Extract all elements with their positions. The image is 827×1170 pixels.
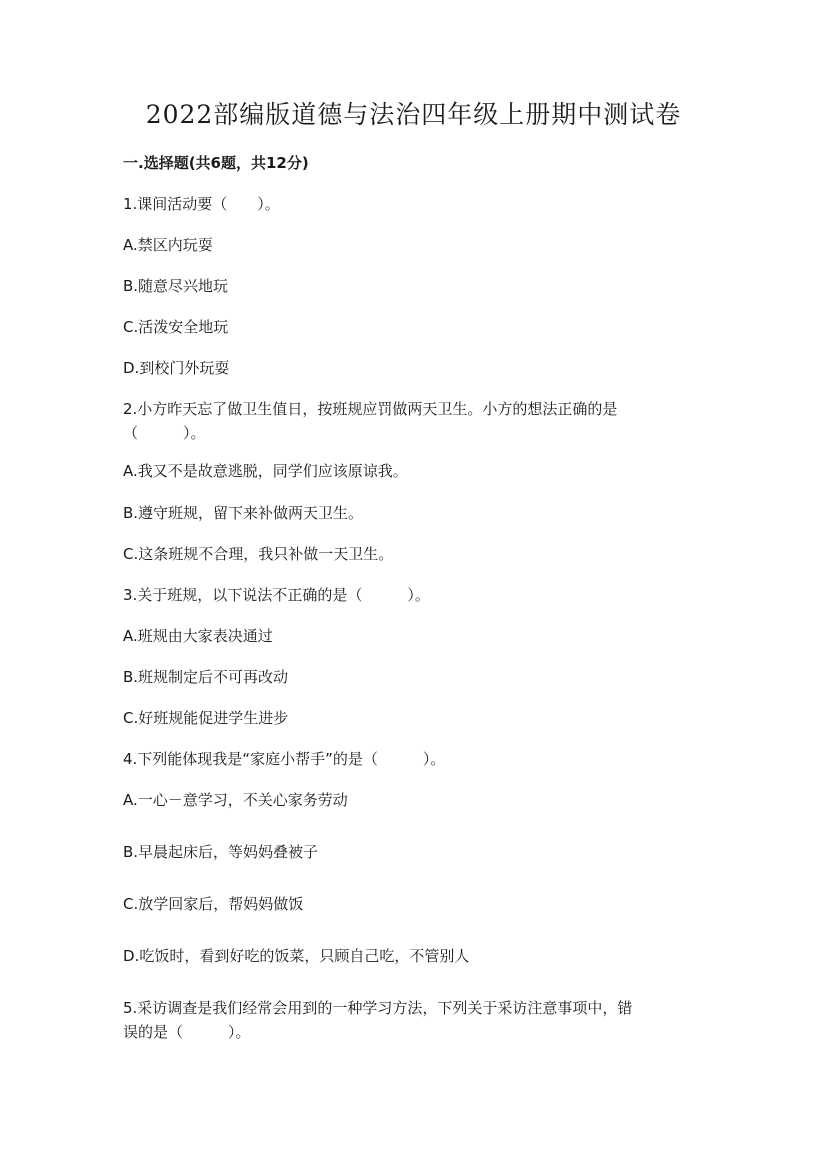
page-title: 2022部编版道德与法治四年级上册期中测试卷 bbox=[145, 100, 682, 129]
question-4-option-c: C.放学回家后，帮妈妈做饭 bbox=[123, 895, 304, 913]
question-3-stem: 3.关于班规，以下说法不正确的是（ ）。 bbox=[123, 586, 430, 604]
question-5-stem-line-1: 5.采访调查是我们经常会用到的一种学习方法，下列关于采访注意事项中，错 bbox=[123, 999, 633, 1017]
section-heading: 一.选择题(共6题，共12分) bbox=[123, 154, 309, 172]
question-5-stem-line-2: 误的是（ ）。 bbox=[123, 1023, 251, 1041]
question-4-stem: 4.下列能体现我是“家庭小帮手”的是（ ）。 bbox=[123, 750, 446, 768]
question-4-option-a: A.一心－意学习，不关心家务劳动 bbox=[123, 791, 348, 809]
question-2-stem-line-1: 2.小方昨天忘了做卫生值日，按班规应罚做两天卫生。小方的想法正确的是 bbox=[123, 400, 618, 418]
question-1-option-b: B.随意尽兴地玩 bbox=[123, 277, 229, 295]
question-1-stem: 1.课间活动要（ ）。 bbox=[123, 195, 280, 213]
question-2-option-c: C.这条班规不合理，我只补做一天卫生。 bbox=[123, 545, 394, 563]
question-3-option-c: C.好班规能促进学生进步 bbox=[123, 709, 289, 727]
question-1-option-d: D.到校门外玩耍 bbox=[123, 359, 230, 377]
question-1-option-c: C.活泼安全地玩 bbox=[123, 318, 229, 336]
question-4-option-d: D.吃饭时，看到好吃的饭菜，只顾自己吃，不管别人 bbox=[123, 947, 470, 965]
question-3-option-b: B.班规制定后不可再改动 bbox=[123, 668, 289, 686]
question-4-option-b: B.早晨起床后，等妈妈叠被子 bbox=[123, 843, 319, 861]
question-2-option-a: A.我又不是故意逃脱，同学们应该原谅我。 bbox=[123, 462, 408, 480]
question-1-option-a: A.禁区内玩耍 bbox=[123, 236, 213, 254]
question-3-option-a: A.班规由大家表决通过 bbox=[123, 627, 273, 645]
question-2-stem-line-2: （ ）。 bbox=[123, 424, 206, 442]
question-2-option-b: B.遵守班规，留下来补做两天卫生。 bbox=[123, 504, 364, 522]
